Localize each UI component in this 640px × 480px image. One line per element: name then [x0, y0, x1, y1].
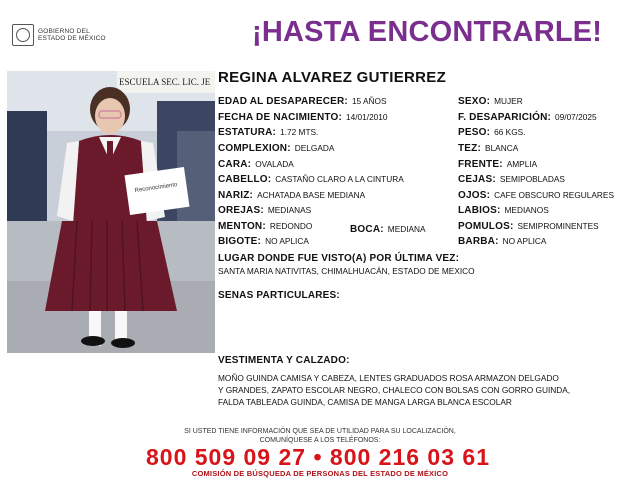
- field-label: POMULOS:: [458, 221, 514, 232]
- field-fecha-desaparicion: [458, 112, 597, 123]
- field-cara: [218, 159, 294, 170]
- field-label: ESTATURA:: [218, 127, 277, 138]
- field-sexo: [458, 96, 523, 107]
- field-value: NO APLICA: [265, 236, 309, 246]
- last-seen-label: LUGAR DONDE FUE VISTO(A) POR ÚLTIMA VEZ:: [218, 253, 460, 264]
- field-value: SEMIPROMINENTES: [517, 221, 599, 231]
- field-fecha-nacimiento: [218, 112, 388, 123]
- field-nariz: [218, 190, 365, 201]
- field-value: 66 KGS.: [494, 127, 526, 137]
- field-value: CASTAÑO CLARO A LA CINTURA: [275, 174, 404, 184]
- logo-line-1: GOBIERNO DEL: [38, 27, 90, 35]
- field-label: OREJAS:: [218, 205, 264, 216]
- field-tez: [458, 143, 518, 154]
- field-label: EDAD AL DESAPARECER:: [218, 96, 348, 107]
- field-label: FECHA DE NACIMIENTO:: [218, 112, 342, 123]
- missing-person-photo: [7, 71, 215, 353]
- person-name: REGINA ALVAREZ GUTIERREZ: [218, 69, 447, 86]
- field-value: REDONDO: [269, 221, 313, 231]
- banner-text: ESCUELA SEC. LIC. JE: [119, 77, 211, 87]
- field-label: OJOS:: [458, 190, 491, 201]
- field-estatura: [218, 127, 318, 138]
- field-label: PESO:: [458, 127, 491, 138]
- field-value: MUJER: [494, 96, 523, 106]
- field-value: NO APLICA: [502, 236, 547, 246]
- contact-note-line-1: SI USTED TIENE INFORMACIÓN QUE SEA DE UTILIDAD PARA SU LOCALIZACIÓN,: [184, 428, 456, 435]
- field-label: F. DESAPARICIÓN:: [458, 112, 552, 123]
- field-label: CEJAS:: [458, 174, 496, 185]
- field-value: CAFE OBSCURO REGULARES: [494, 190, 614, 200]
- field-label: MENTON:: [218, 221, 266, 232]
- commission-name: COMISIÓN DE BÚSQUEDA DE PERSONAS DEL ESTADO DE MÉXICO: [191, 469, 449, 478]
- state-emblem-icon: [12, 24, 34, 46]
- field-ojos: [458, 190, 614, 201]
- field-labios: [458, 205, 549, 216]
- field-value: ACHATADA BASE MEDIANA: [257, 190, 366, 200]
- field-value: DELGADA: [294, 143, 335, 153]
- field-value: AMPLIA: [506, 159, 538, 169]
- field-menton: [218, 221, 312, 232]
- field-value: 15 AÑOS: [351, 96, 387, 106]
- clothing-line-2: Y GRANDES, ZAPATO ESCOLAR NEGRO, CHALECO CON BOLSAS CON GORRO GUINDA,: [218, 385, 571, 395]
- contact-note: [120, 427, 520, 445]
- field-frente: [458, 159, 537, 170]
- field-value: MEDIANAS: [267, 205, 312, 215]
- field-label: BOCA:: [350, 224, 384, 235]
- field-boca: [350, 224, 426, 235]
- svg-text:Reconocimiento: Reconocimiento: [134, 182, 178, 195]
- headline: ¡HASTA ENCONTRARLE!: [252, 16, 603, 48]
- field-label: CABELLO:: [218, 174, 272, 185]
- phone-numbers[interactable]: 800 509 09 27 • 800 216 03 61: [145, 444, 490, 470]
- field-label: NARIZ:: [218, 190, 254, 201]
- field-barba: [458, 236, 546, 247]
- field-label: TEZ:: [458, 143, 482, 154]
- field-orejas: [218, 205, 311, 216]
- clothing-line-1: MOÑO GUINDA CAMISA Y CABEZA, LENTES GRADUADOS ROSA ARMAZON DELGADO: [218, 373, 559, 383]
- field-label: LABIOS:: [458, 205, 501, 216]
- contact-note-line-2: COMUNÍQUESE A LOS TELÉFONOS:: [259, 437, 381, 444]
- field-bigote: [218, 236, 309, 247]
- field-label: CARA:: [218, 159, 252, 170]
- field-value: BLANCA: [485, 143, 519, 153]
- field-label: SEXO:: [458, 96, 491, 107]
- photo-illustration: [7, 71, 215, 353]
- field-value: MEDIANOS: [504, 205, 549, 215]
- field-label: BARBA:: [458, 236, 499, 247]
- field-value: MEDIANA: [387, 224, 426, 234]
- field-label: BIGOTE:: [218, 236, 262, 247]
- field-label: FRENTE:: [458, 159, 503, 170]
- logo-line-2: ESTADO DE MÉXICO: [38, 35, 106, 42]
- field-value: OVALADA: [255, 159, 294, 169]
- field-cabello: [218, 174, 404, 185]
- field-value: 1.72 MTS.: [280, 127, 319, 137]
- clothing-label: VESTIMENTA Y CALZADO:: [218, 355, 350, 366]
- field-value: 09/07/2025: [555, 112, 597, 122]
- field-value: SEMIPOBLADAS: [499, 174, 565, 184]
- field-label: COMPLEXION:: [218, 143, 291, 154]
- government-logo: [12, 22, 132, 48]
- field-edad: [218, 96, 387, 107]
- distinguishing-marks-label: SENAS PARTICULARES:: [218, 290, 340, 301]
- logo-text: [38, 28, 106, 43]
- field-value: 14/01/2010: [346, 112, 388, 122]
- field-complexion: [218, 143, 334, 154]
- field-peso: [458, 127, 526, 138]
- field-cejas: [458, 174, 565, 185]
- field-pomulos: [458, 221, 599, 232]
- clothing-line-3: FALDA TABLEADA GUINDA, CAMISA DE MANGA LARGA BLANCA ESCOLAR: [218, 397, 512, 407]
- last-seen-value: SANTA MARIA NATIVITAS, CHIMALHUACÁN, ESTADO DE MEXICO: [218, 266, 475, 276]
